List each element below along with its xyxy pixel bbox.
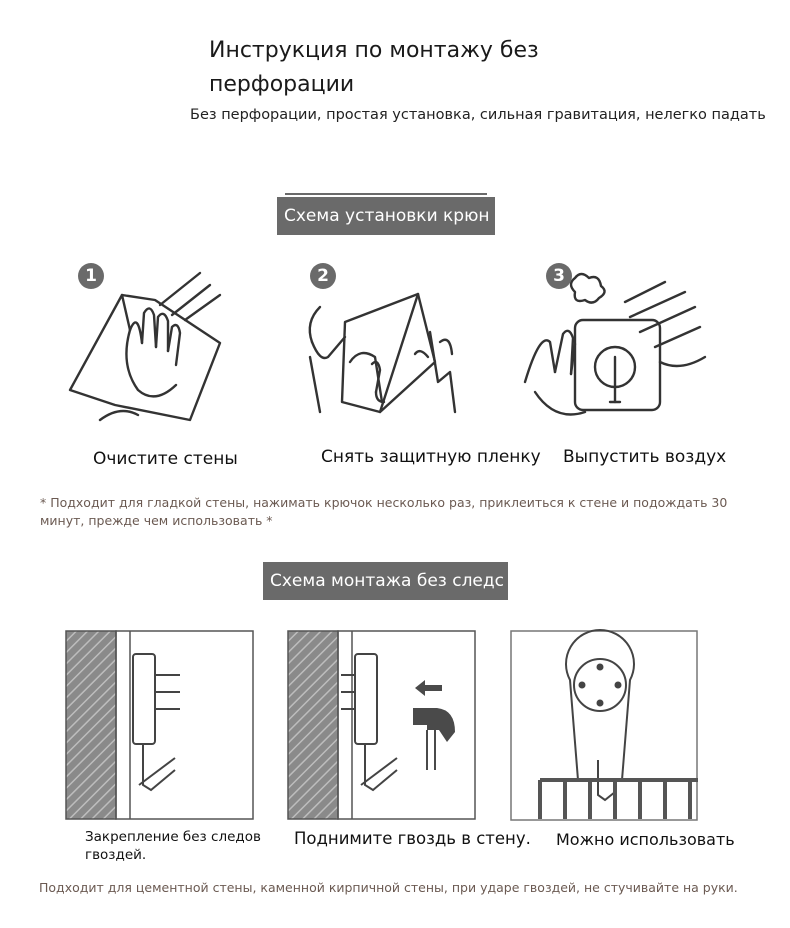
mounting-note: Подходит для цементной стены, каменной кирпичной стены, при ударе гвоздей, не стучивайте на руки. [39, 880, 738, 895]
step2-number: 2 [317, 266, 329, 286]
mount-panel-1 [65, 630, 255, 820]
page-title: Инструкция по монтажу без перфорации [209, 38, 539, 97]
step1-label: Очистите стены [93, 449, 238, 469]
section-banner-install: Схема установки крюн [277, 197, 495, 235]
banner-top-line [285, 193, 487, 195]
step1-number: 1 [85, 266, 97, 286]
section-banner-mounting: Схема монтажа без следс [263, 562, 508, 600]
page-subtitle: Без перфорации, простая установка, сильная гравитация, нелегко падать [190, 107, 766, 123]
step3-label: Выпустить воздух [563, 447, 727, 467]
mount-step1-label: Закрепление без следов гвоздей. [85, 829, 261, 863]
mount-panel-2 [287, 630, 477, 820]
mount-step3-label: Можно использовать [556, 830, 735, 849]
install-note: * Подходит для гладкой стены, нажимать крючок несколько раз, приклеиться к стене и подождать 30 минут, прежде чем использовать * [40, 495, 728, 528]
mount-step2-label: Поднимите гвоздь в стену. [294, 829, 531, 848]
step2-label: Снять защитную пленку [321, 447, 541, 467]
step3-number: 3 [553, 266, 565, 286]
mount-panel-3 [510, 630, 700, 822]
